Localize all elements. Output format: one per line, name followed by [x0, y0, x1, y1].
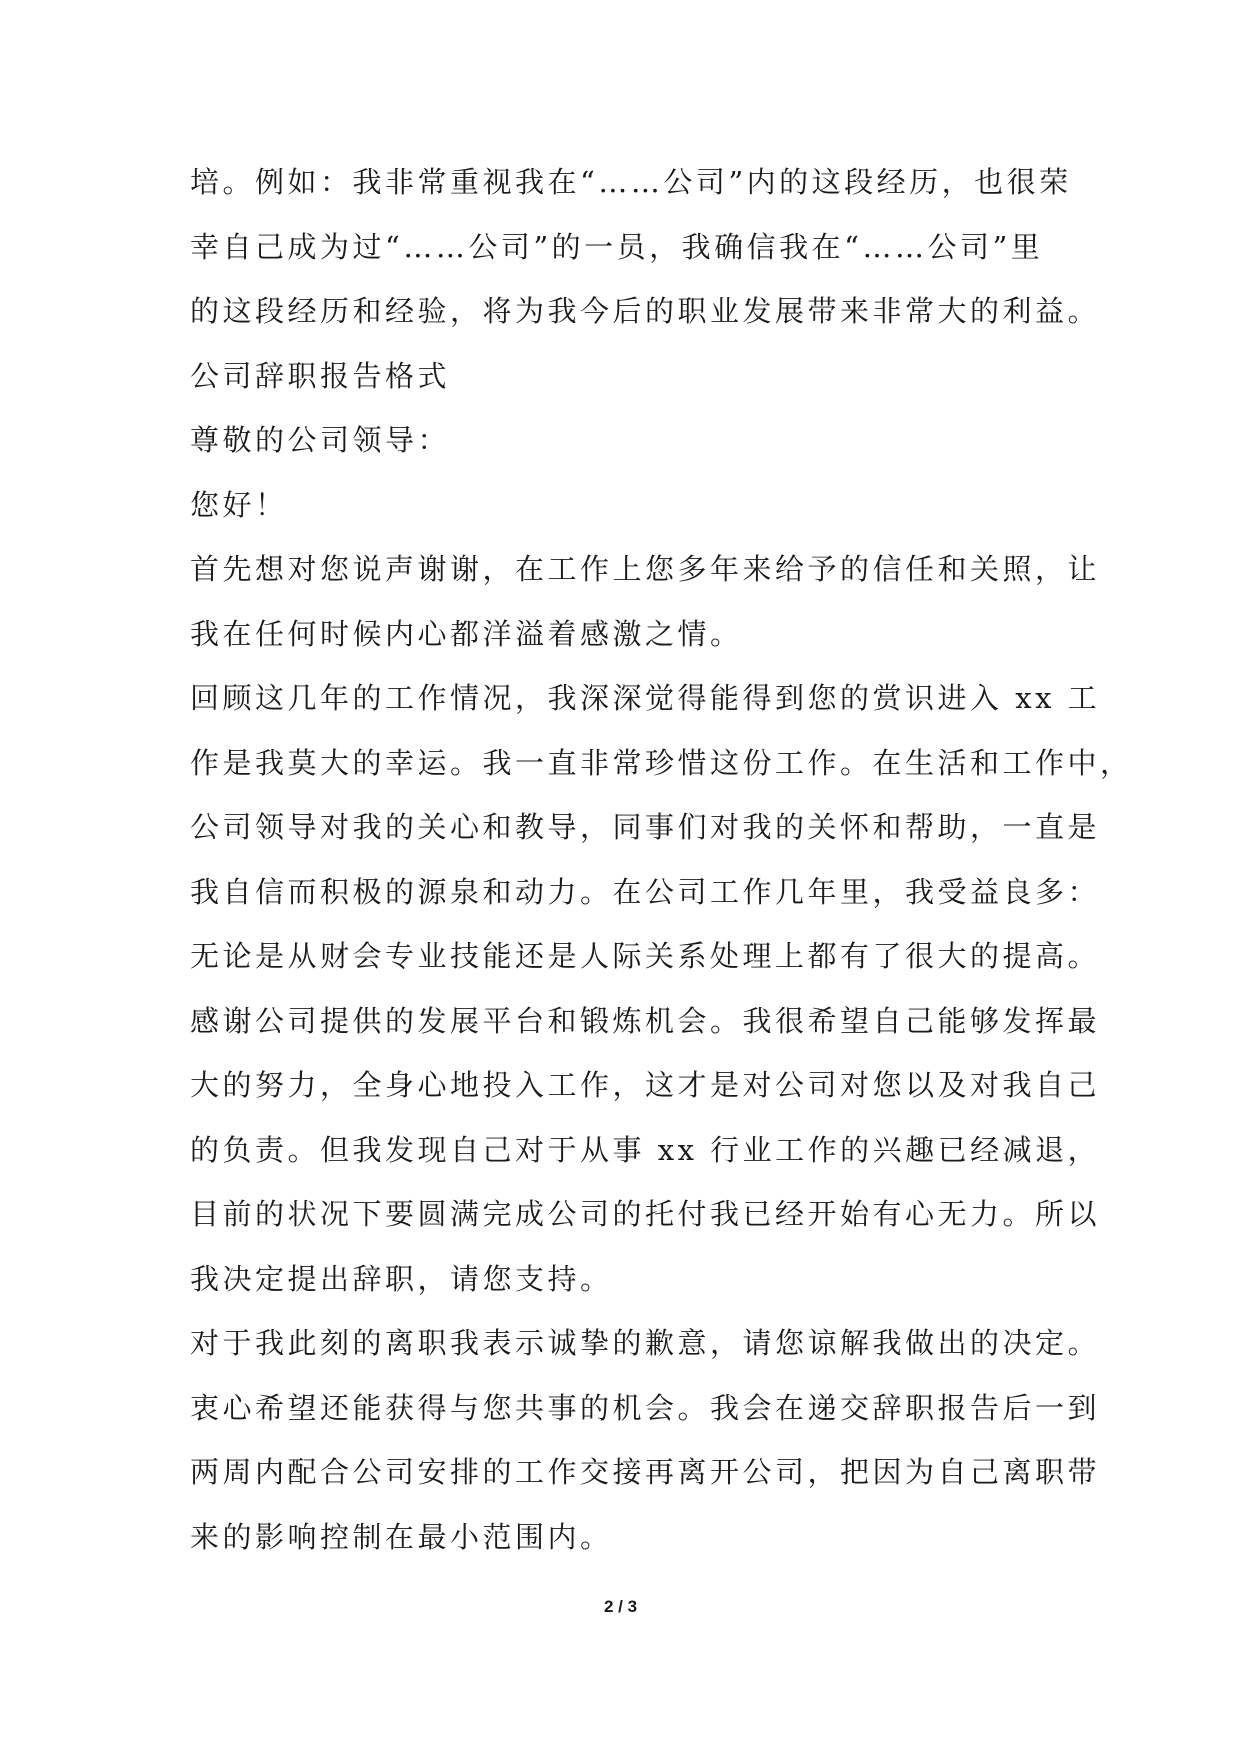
- text-line: 的这段经历和经验，将为我今后的职业发展带来非常大的利益。: [190, 294, 1101, 328]
- greeting: 您好！: [190, 487, 288, 522]
- text-line: 公司领导对我的关心和教导，同事们对我的关怀和帮助，一直是: [190, 810, 1101, 844]
- page-number: 2 / 3: [603, 1597, 638, 1616]
- text-line: 大的努力，全身心地投入工作，这才是对公司对您以及对我自己: [190, 1068, 1101, 1102]
- document-body: [190, 150, 1133, 1569]
- text-line: 感谢公司提供的发展平台和锻炼机会。我很希望自己能够发挥最: [190, 1003, 1101, 1038]
- text-line: 来的影响控制在最小范围内。: [190, 1519, 613, 1554]
- text-line: 作是我莫大的幸运。我一直非常珍惜这份工作。在生活和工作中，: [190, 745, 1133, 780]
- text-line: 两周内配合公司安排的工作交接再离开公司，把因为自己离职带: [190, 1455, 1101, 1489]
- text-line: 无论是从财会专业技能还是人际关系处理上都有了很大的提高。: [190, 939, 1101, 973]
- text-line: 我自信而积极的源泉和动力。在公司工作几年里，我受益良多：: [190, 874, 1101, 909]
- text-line: 培。例如：我非常重视我在“……公司”内的这段经历，也很荣: [190, 165, 1072, 199]
- section-heading: 公司辞职报告格式: [190, 358, 451, 393]
- text-line: 回顾这几年的工作情况，我深深觉得能得到您的赏识进入 xx 工: [190, 681, 1101, 715]
- text-line: 的负责。但我发现自己对于从事 xx 行业工作的兴趣已经减退，: [190, 1132, 1101, 1167]
- text-line: 我在任何时候内心都洋溢着感激之情。: [190, 616, 743, 651]
- text-line: 幸自己成为过“……公司”的一员，我确信我在“……公司”里: [190, 229, 1044, 264]
- text-line: 对于我此刻的离职我表示诚挚的歉意，请您谅解我做出的决定。: [190, 1326, 1101, 1360]
- text-line: 目前的状况下要圆满完成公司的托付我已经开始有心无力。所以: [190, 1197, 1101, 1231]
- salutation: 尊敬的公司领导：: [190, 423, 451, 457]
- text-line: 我决定提出辞职，请您支持。: [190, 1261, 613, 1296]
- text-line: 首先想对您说声谢谢，在工作上您多年来给予的信任和关照，让: [190, 552, 1101, 586]
- text-line: 衷心希望还能获得与您共事的机会。我会在递交辞职报告后一到: [190, 1390, 1101, 1425]
